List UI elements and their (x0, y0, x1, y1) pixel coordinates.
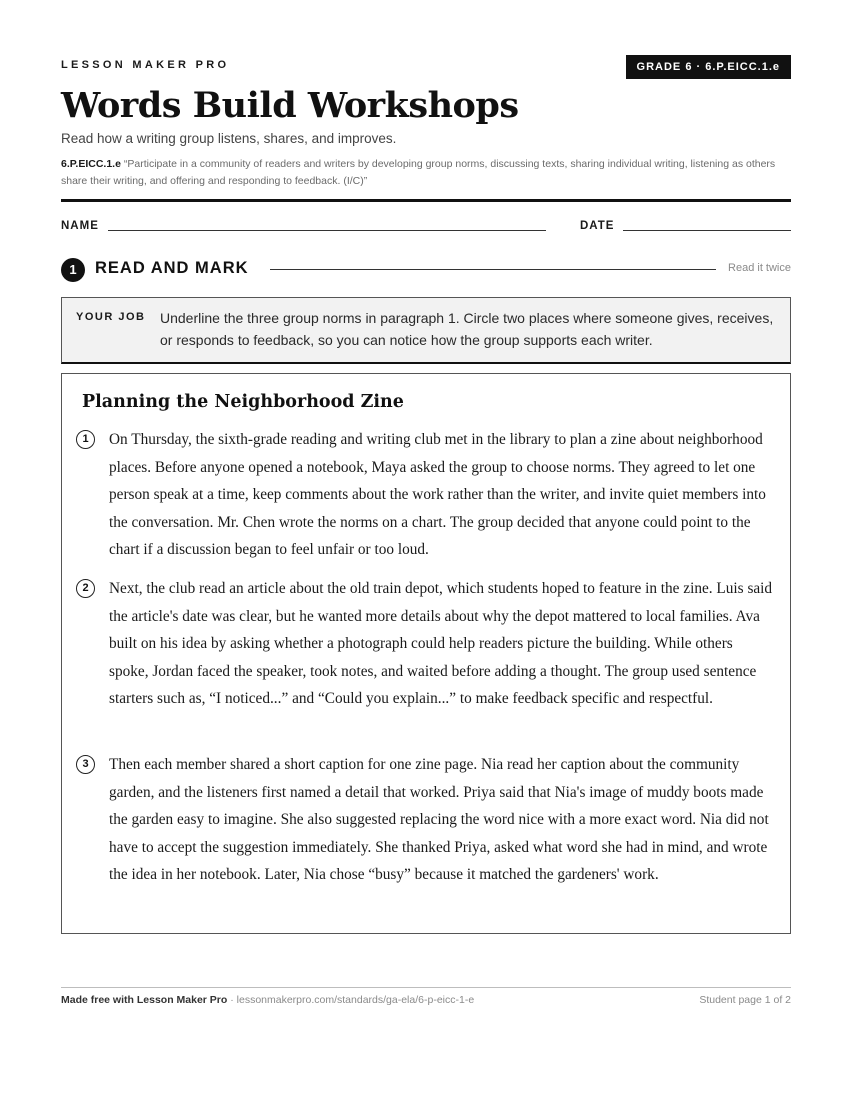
your-job-instructions: Underline the three group norms in paragraph 1. Circle two places where someone gives, receives, or responds to feedback, so you can notice how the group supports each writer. (160, 310, 774, 348)
footer-url: · lessonmakerpro.com/standards/ga-ela/6-p-eicc-1-e (227, 994, 475, 1006)
page-subtitle: Read how a writing group listens, shares, and improves. (61, 131, 397, 146)
section-heading (61, 257, 791, 283)
section-note: Read it twice (728, 262, 791, 274)
paragraph-number: 2 (76, 579, 95, 598)
brand-name: LESSON MAKER PRO (61, 59, 230, 71)
paragraph-text: Then each member shared a short caption for one zine page. Nia read her caption about the community garden, and the listeners first named a detail that worked. Priya said that Nia's image of muddy boots made the garden easy to imagine. She also suggested replacing the word nice with a more exact word. Nia did not have to accept the suggestion immediately. She thanked Priya, asked what word she had in mind, and wrote the idea in her notebook. Later, Nia chose “busy” because it matched the gardeners' work. (109, 756, 769, 884)
name-label: NAME (61, 220, 99, 232)
paragraph-text: Next, the club read an article about the old train depot, which students hoped to feature in the zine. Luis said the article's date was clear, but he wanted more details about why the depot mattered to local families. Ava built on his idea by asking whether a photograph could help readers picture the building. While others spoke, Jordan faced the speaker, took notes, and waited before adding a thought. The group used sentence starters such as, “I noticed...” and “Could you explain...” to make feedback specific and respectful. (109, 580, 773, 708)
page-title: Words Build Workshops (61, 85, 519, 126)
your-job-box (61, 297, 791, 364)
name-field[interactable] (108, 230, 546, 231)
standard-code: 6.P.EICC.1.e (61, 158, 121, 170)
paragraph-number: 1 (76, 430, 95, 449)
footer-divider (61, 987, 791, 988)
standard-description (61, 156, 791, 190)
header-divider (61, 199, 791, 202)
section-title: READ AND MARK (95, 259, 249, 277)
your-job-label: YOUR JOB (76, 311, 146, 323)
passage-title: Planning the Neighborhood Zine (82, 392, 404, 412)
date-label: DATE (580, 220, 615, 232)
page-number: Student page 1 of 2 (699, 994, 791, 1006)
paragraph-text: On Thursday, the sixth-grade reading and writing club met in the library to plan a zine about neighborhood places. Before anyone opened a notebook, Maya asked the group to choose norms. They agreed to let one person speak at a time, keep comments about the work rather than the writer, and invite quiet members into the conversation. Mr. Chen wrote the norms on a chart. The group decided that anyone could point to the chart if a discussion began to feel unfair or too loud. (109, 431, 766, 559)
name-date-row (61, 220, 791, 236)
grade-badge: GRADE 6 · 6.P.EICC.1.e (626, 55, 791, 79)
footer-credit: Made free with Lesson Maker Pro (61, 994, 228, 1006)
standard-text: “Participate in a community of readers and writers by developing group norms, discussing texts, sharing individual writing, listening as others share their writing, and offering and responding to feedback. (I/C)” (61, 158, 776, 187)
header-bar (61, 55, 791, 79)
section-rule (270, 269, 716, 270)
page-footer (61, 994, 791, 1006)
reading-passage (61, 373, 791, 934)
section-number-badge: 1 (61, 258, 85, 282)
date-field[interactable] (623, 230, 791, 231)
paragraph-number: 3 (76, 755, 95, 774)
